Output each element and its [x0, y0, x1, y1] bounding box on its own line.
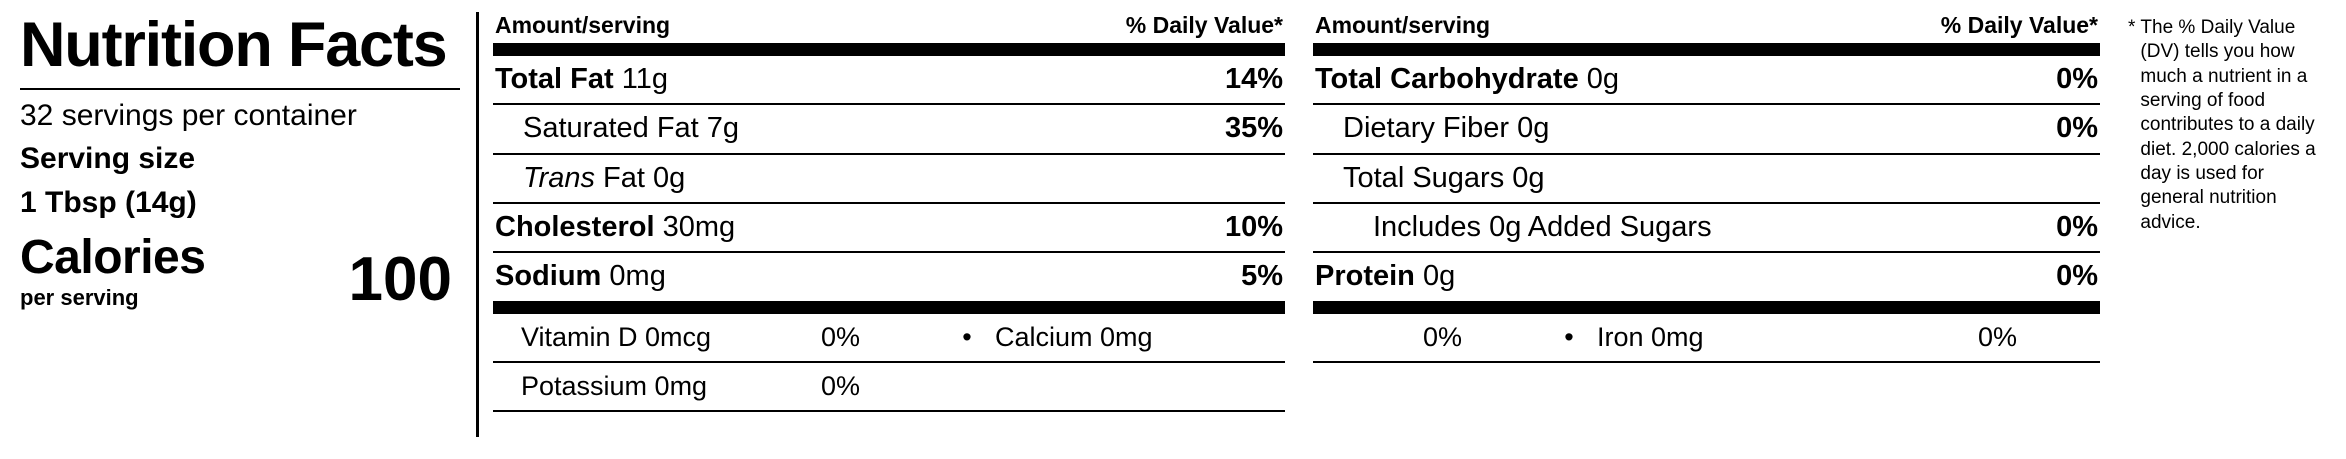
table-row	[1313, 204, 2100, 253]
table-row	[1313, 56, 2100, 105]
servings-per-container: 32 servings per container	[20, 98, 357, 132]
nutrient-column-2	[1299, 10, 2114, 363]
label-summary-column	[14, 10, 476, 314]
column2-top-bar	[1313, 43, 2100, 56]
nutrient-name: Sodium	[495, 260, 602, 293]
table-row	[493, 56, 1285, 105]
table-row	[493, 253, 1285, 300]
nutrient-amount: 0g	[1512, 161, 1545, 194]
nutrient-dv: 10%	[1224, 211, 1283, 244]
nutrient-name: Total Fat	[495, 63, 614, 95]
column2-bottom-bar	[1313, 301, 2100, 314]
nutrient-dv: 0%	[2056, 260, 2098, 293]
title-divider	[20, 88, 460, 90]
table-row	[493, 105, 1285, 154]
column1-header-amount: Amount/serving	[495, 12, 671, 38]
nutrient-dv: 0%	[2056, 211, 2098, 244]
vitamin-dv: 0%	[1423, 321, 1463, 352]
nutrient-name: Protein	[1315, 260, 1415, 293]
nutrient-name: Saturated Fat	[523, 112, 699, 145]
nutrient-amount: 30mg	[662, 211, 736, 244]
serving-size-value: 1 Tbsp (14g)	[20, 186, 197, 220]
calories-sublabel: per serving	[20, 284, 139, 310]
nutrient-name: Includes 0g Added Sugars	[1373, 211, 1712, 244]
vitamin-name: Vitamin D 0mcg	[521, 321, 712, 352]
calories-row	[20, 230, 460, 314]
column2-header-dv: % Daily Value*	[1940, 12, 2098, 38]
nutrient-name: Total Carbohydrate	[1315, 63, 1579, 95]
nutrient-amount: Fat 0g	[603, 161, 686, 194]
separator-dot: •	[962, 321, 972, 352]
table-row	[493, 363, 1285, 412]
nutrient-amount: 0g	[1517, 112, 1550, 145]
column1-bottom-bar	[493, 301, 1285, 314]
table-row	[1313, 155, 2100, 204]
column1-header	[493, 10, 1285, 43]
table-row	[1313, 314, 2100, 363]
nutrient-dv: 0%	[2056, 112, 2098, 145]
column2-header-amount: Amount/serving	[1315, 12, 1491, 38]
vitamin-name: Potassium 0mg	[521, 370, 708, 401]
calories-label: Calories	[20, 230, 206, 284]
nutrient-dv: 0%	[2056, 63, 2098, 95]
nutrient-amount: 0g	[1422, 260, 1456, 293]
nutrient-dv: 5%	[1241, 260, 1283, 293]
column1-header-dv: % Daily Value*	[1125, 12, 1283, 38]
nutrient-amount: 11g	[621, 63, 668, 95]
separator-dot: •	[1564, 321, 1574, 352]
nutrient-name: Trans	[523, 161, 595, 194]
serving-size-label: Serving size	[20, 142, 196, 176]
table-row	[493, 155, 1285, 204]
footnote-asterisk: *	[2128, 17, 2136, 38]
nutrient-dv: 14%	[1224, 63, 1283, 95]
vitamin-dv: 0%	[821, 370, 861, 401]
daily-value-footnote: The % Daily Value (DV) tells you how much a nutrient in a serving of food contributes to a daily diet. 2,000 calories a day is used for general nutrition advice.	[2140, 17, 2316, 233]
nutrient-dv: 35%	[1224, 112, 1283, 145]
nutrient-amount: 0g	[1586, 63, 1620, 95]
table-row	[1313, 253, 2100, 300]
nutrient-column-1	[479, 10, 1299, 412]
nutrient-amount: 0mg	[609, 260, 666, 293]
nutrient-name: Dietary Fiber	[1343, 112, 1509, 145]
table-row	[493, 204, 1285, 253]
footnote-column	[2114, 10, 2334, 235]
nutrient-amount: 7g	[706, 112, 740, 145]
vitamin-name: Iron 0mg	[1597, 321, 1704, 352]
table-row	[1313, 105, 2100, 154]
vitamin-dv: 0%	[821, 321, 861, 352]
nutrient-name: Total Sugars	[1343, 161, 1505, 194]
column1-top-bar	[493, 43, 1285, 56]
table-row	[493, 314, 1285, 363]
calories-amount: 100	[348, 244, 452, 314]
vitamin-name: Calcium 0mg	[995, 321, 1153, 352]
vitamin-dv: 0%	[1978, 321, 2018, 352]
page-title: Nutrition Facts	[20, 10, 447, 80]
column2-header	[1313, 10, 2100, 43]
nutrient-name: Cholesterol	[495, 211, 655, 244]
